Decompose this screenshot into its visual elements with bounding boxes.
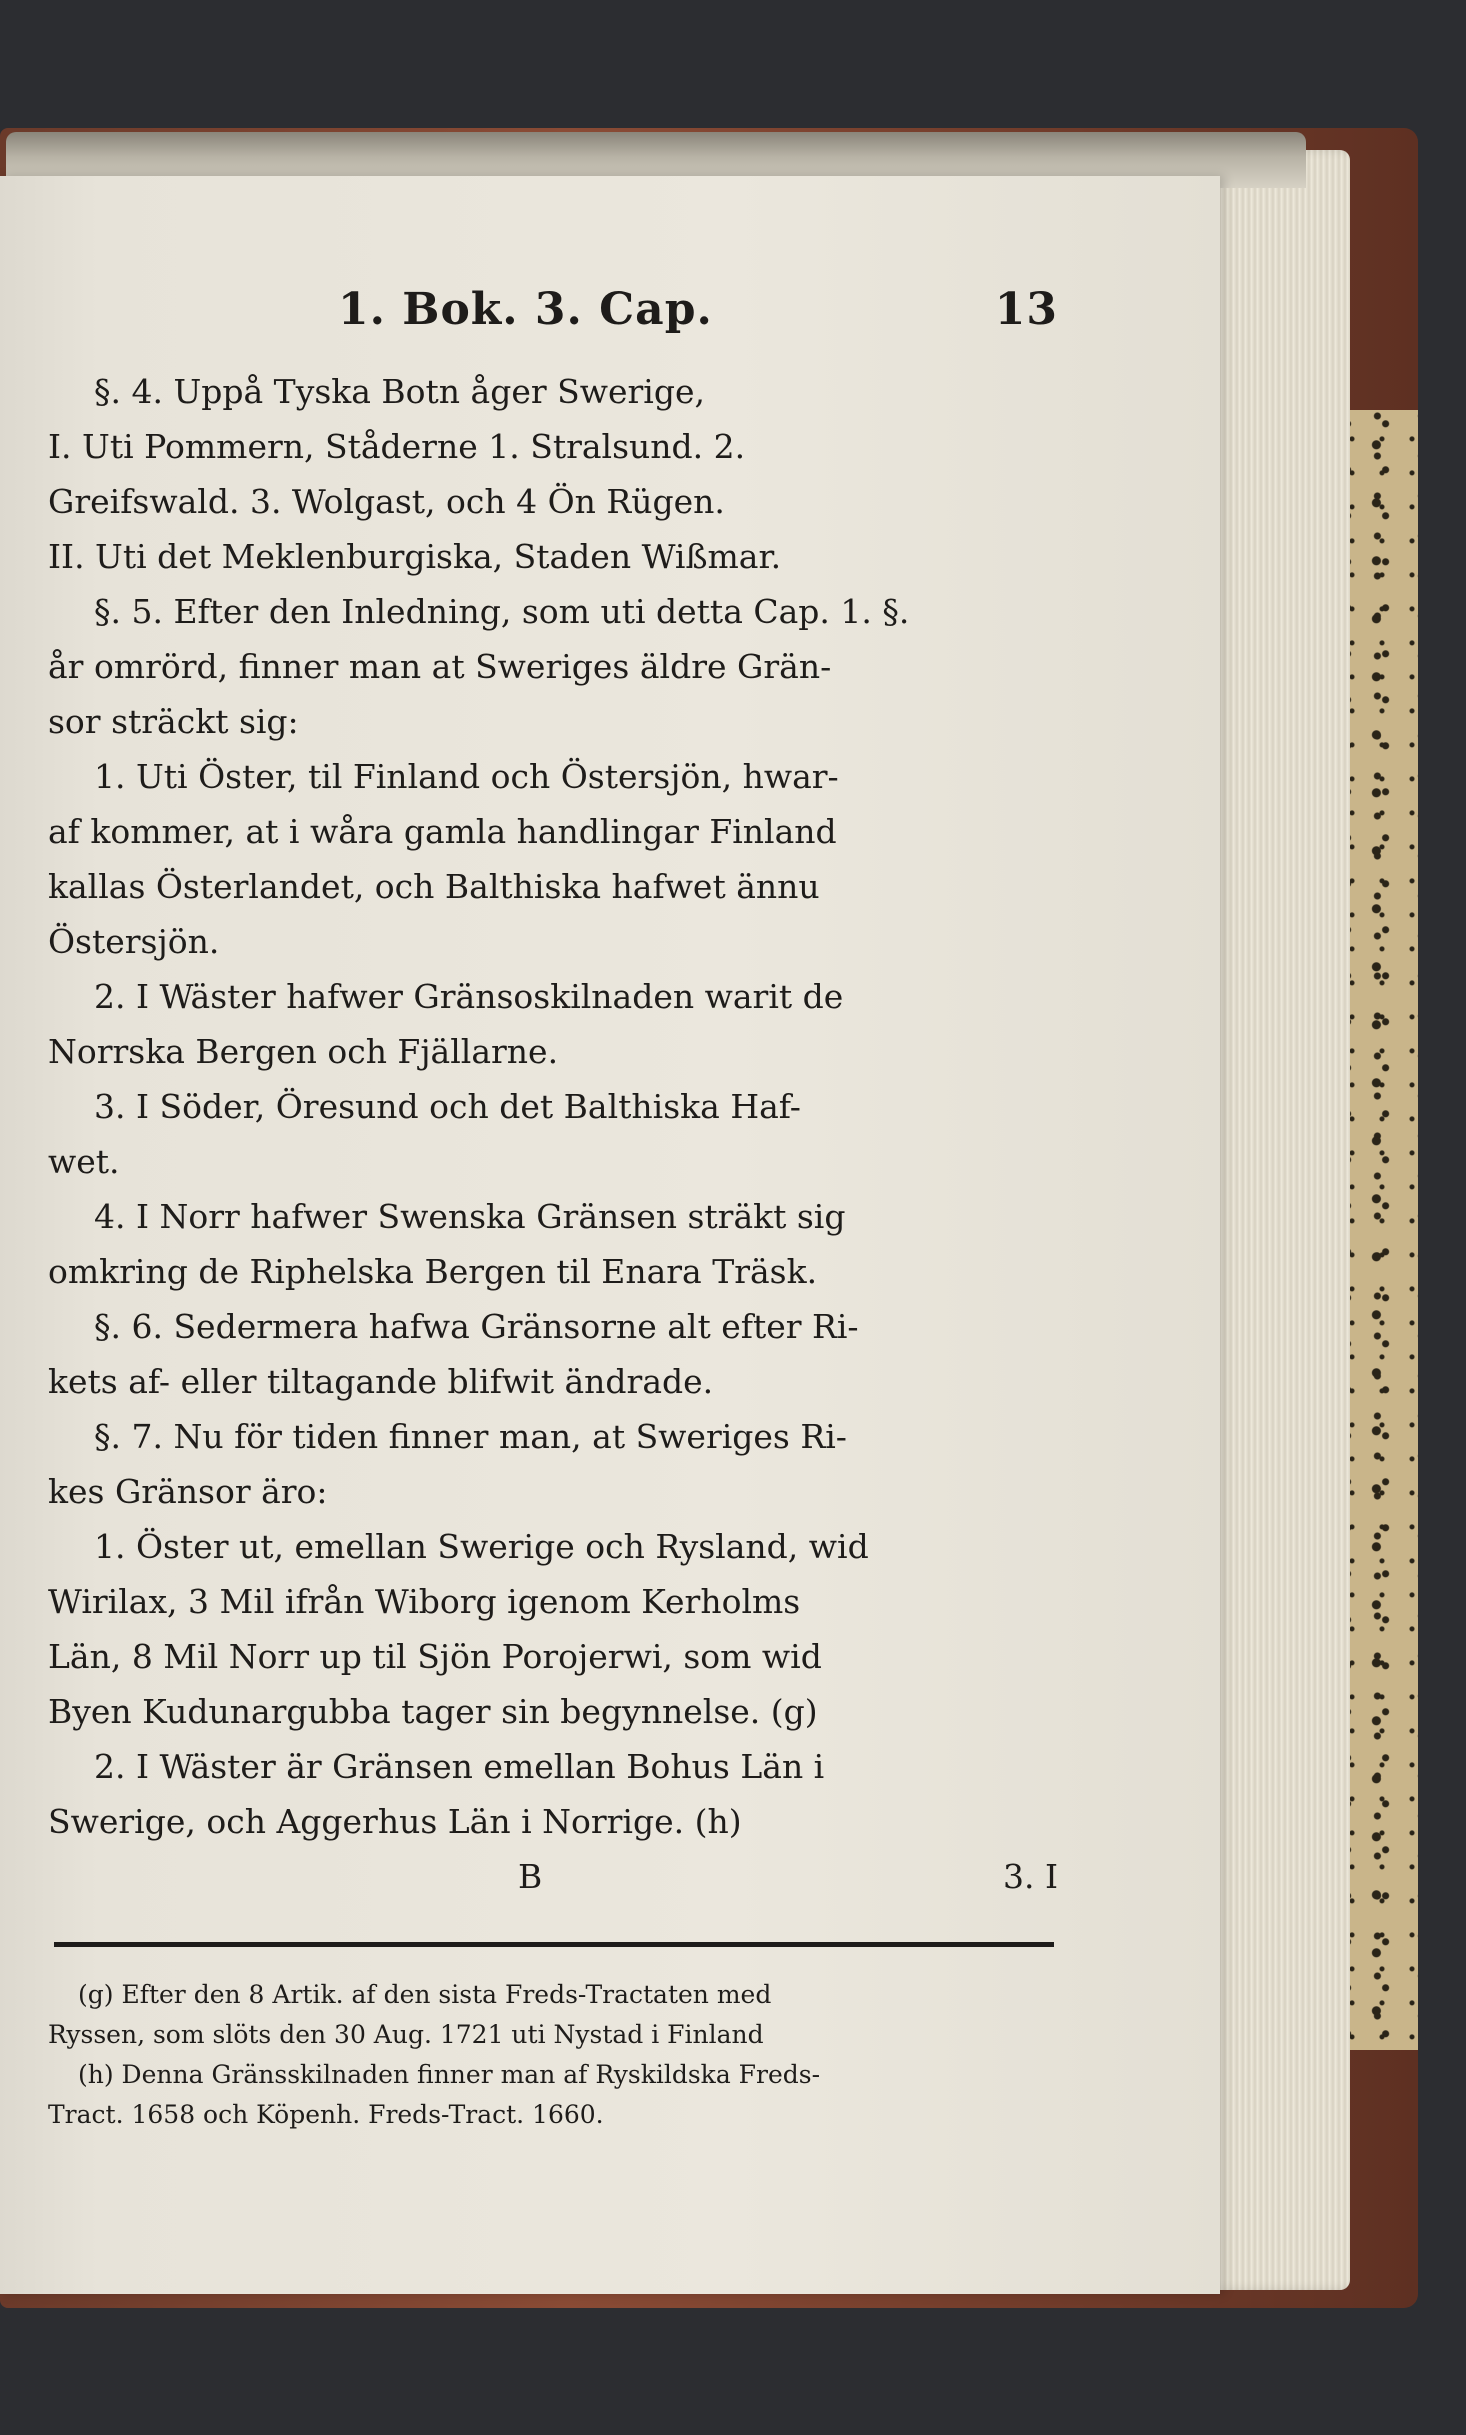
- text-line: §. 7. Nu för tiden finner man, at Sweriges Ri-: [94, 1417, 847, 1456]
- footnotes: [48, 1975, 1058, 2135]
- signature-row: [48, 1849, 1058, 1904]
- text-line: Greifswald. 3. Wolgast, och 4 Ön Rügen.: [48, 482, 725, 521]
- text-line: Byen Kudunargubba tager sin begynnelse. (g): [48, 1692, 818, 1731]
- signature-mark: B: [518, 1857, 543, 1896]
- text-line: Swerige, och Aggerhus Län i Norrige. (h): [48, 1802, 742, 1841]
- text-line: kes Gränsor äro:: [48, 1472, 328, 1511]
- page-text-block: [48, 284, 1058, 2135]
- text-line: §. 5. Efter den Inledning, som uti detta Cap. 1. §.: [94, 592, 910, 631]
- marbled-endpaper: [1340, 410, 1418, 2050]
- footnote-line: Tract. 1658 och Köpenh. Freds-Tract. 1660.: [48, 2100, 604, 2129]
- text-line: 2. I Wäster är Gränsen emellan Bohus Län i: [94, 1747, 825, 1786]
- text-line: §. 4. Uppå Tyska Botn åger Swerige,: [94, 372, 705, 411]
- text-line: år omrörd, finner man at Sweriges äldre Grän-: [48, 647, 832, 686]
- text-line: 2. I Wäster hafwer Gränsoskilnaden warit de: [94, 977, 844, 1016]
- running-header: [48, 284, 1058, 364]
- page-number: 13: [994, 284, 1058, 335]
- footnote-line: (h) Denna Gränsskilnaden finner man af Ryskildska Freds-: [78, 2060, 821, 2089]
- text-line: II. Uti det Meklenburgiska, Staden Wißmar.: [48, 537, 782, 576]
- text-line: Norrska Bergen och Fjällarne.: [48, 1032, 559, 1071]
- body-text: [48, 364, 1058, 1849]
- text-line: kets af- eller tiltagande blifwit ändrade.: [48, 1362, 714, 1401]
- text-line: wet.: [48, 1142, 120, 1181]
- running-title: 1. Bok. 3. Cap.: [338, 284, 713, 335]
- book-page: [0, 176, 1220, 2294]
- footnote-rule: [54, 1942, 1054, 1947]
- text-line: I. Uti Pommern, Ståderne 1. Stralsund. 2.: [48, 427, 746, 466]
- catchword: 3. I: [1002, 1857, 1058, 1896]
- text-line: omkring de Riphelska Bergen til Enara Träsk.: [48, 1252, 818, 1291]
- text-line: sor sträckt sig:: [48, 702, 299, 741]
- text-line: 1. Öster ut, emellan Swerige och Rysland, wid: [94, 1527, 869, 1566]
- text-line: 4. I Norr hafwer Swenska Gränsen sträkt sig: [94, 1197, 846, 1236]
- footnote-line: Ryssen, som slöts den 30 Aug. 1721 uti Nystad i Finland: [48, 2020, 764, 2049]
- text-line: 1. Uti Öster, til Finland och Östersjön, hwar-: [94, 757, 839, 796]
- text-line: §. 6. Sedermera hafwa Gränsorne alt efter Ri-: [94, 1307, 859, 1346]
- text-line: 3. I Söder, Öresund och det Balthiska Haf-: [94, 1087, 801, 1126]
- text-line: Östersjön.: [48, 922, 220, 961]
- text-line: af kommer, at i wåra gamla handlingar Finland: [48, 812, 837, 851]
- text-line: Wirilax, 3 Mil ifrån Wiborg igenom Kerholms: [48, 1582, 801, 1621]
- footnote-line: (g) Efter den 8 Artik. af den sista Freds-Tractaten med: [78, 1980, 772, 2009]
- text-line: kallas Österlandet, och Balthiska hafwet ännu: [48, 867, 820, 906]
- text-line: Län, 8 Mil Norr up til Sjön Porojerwi, som wid: [48, 1637, 822, 1676]
